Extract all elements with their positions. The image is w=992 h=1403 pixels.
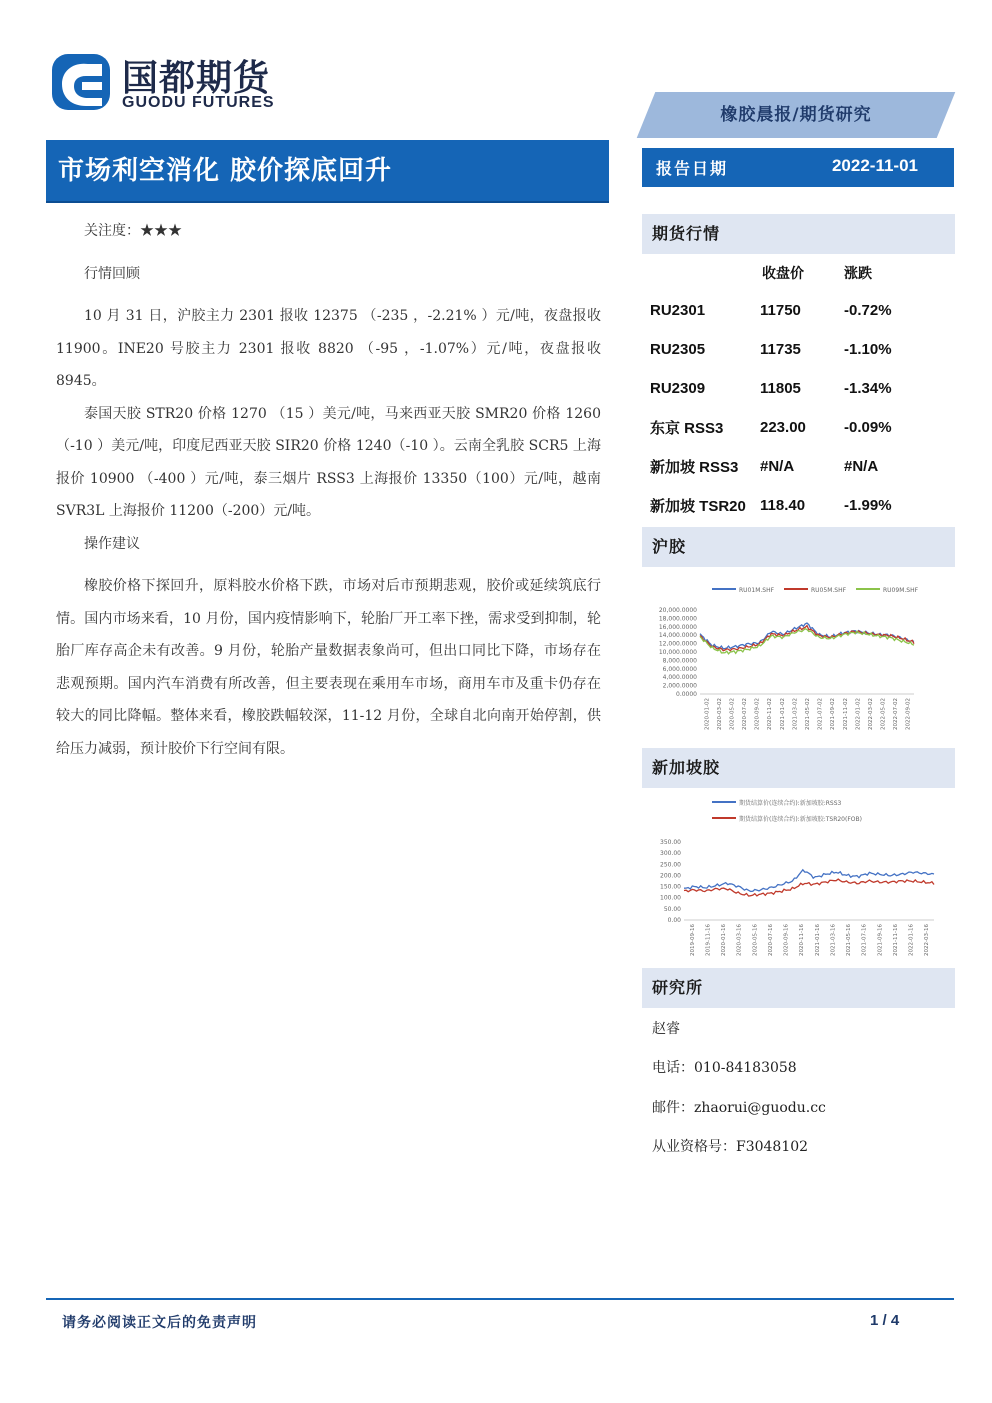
close-price: 11750 [760,302,801,319]
contract-name: 新加坡 RSS3 [650,459,739,476]
y-tick-label: 16,000.0000 [658,623,697,631]
y-tick-label: 0.0000 [676,691,697,698]
logo-text-cn: 国都期货 [122,58,271,99]
advice-paragraph: 橡胶价格下探回升，原料胶水价格下跌，市场对后市预期悲观，胶价或延续筑底行情。国内市场来看，10 月份，国内疫情影响下，轮胎厂开工率下挫，需求受到抑制，轮胎厂库存高企未有改善。9 月份，轮胎产量数据表象尚可，但出口同比下降，市场存在悲观预期。国内汽车消费有所改善，但主要表现在乘用车市场，商用车市及重卡仍存在较大的同比降幅。整体来看，橡胶跌幅较深，11-12 月份，全球自北向南开始停割，供给压力减弱，预计胶价下行空间有限。 [56,578,601,757]
x-tick-label: 2020-11-16 [799,924,806,956]
x-tick-label: 2020-03-16 [736,924,743,956]
x-tick-label: 2021-01-16 [814,924,821,956]
x-tick-label: 2020-07-02 [742,698,749,730]
legend-label: RU09M.SHF [883,587,919,594]
report-body [56,215,601,765]
table-header-name [642,255,760,291]
y-tick-label: 350.00 [660,839,681,846]
research-heading: 研究所 [642,968,955,1008]
x-tick-label: 2021-05-16 [846,924,853,956]
series-line [684,879,934,896]
price-change: -0.09% [844,419,892,436]
x-tick-label: 2020-07-16 [767,924,774,956]
table-header-change: 涨跌 [844,266,872,282]
page-number: 1 / 4 [870,1312,900,1329]
close-price: 11735 [760,341,801,358]
x-tick-label: 2021-11-02 [842,698,849,730]
y-tick-label: 18,000.0000 [658,615,697,623]
close-price: #N/A [760,458,795,475]
y-tick-label: 20,000.0000 [658,607,697,614]
y-tick-label: 100.00 [660,894,681,902]
legend-label: 期货结算价(连续合约):新加坡胶:TSR20(FOB) [739,816,862,823]
y-tick-label: 8,000.0000 [662,657,697,665]
table-row [642,291,955,330]
x-tick-label: 2021-07-16 [861,924,868,956]
x-tick-label: 2021-05-02 [805,698,811,730]
hujiao-chart [642,572,955,744]
y-tick-label: 50.00 [663,905,681,913]
x-tick-label: 2021-01-02 [779,698,786,730]
y-tick-label: 6,000.0000 [662,665,697,673]
close-price: 11805 [760,380,801,397]
x-tick-label: 2022-09-02 [905,698,912,730]
price-change: -1.10% [844,341,892,358]
table-row [642,408,955,447]
x-tick-label: 2020-01-16 [721,924,728,956]
legend-label: RU01M.SHF [739,587,775,594]
close-price: 118.40 [760,497,806,514]
x-tick-label: 2022-03-02 [867,698,874,730]
sgx-chart-heading: 新加坡胶 [642,748,955,788]
review-paragraph-1: 10 月 31 日，沪胶主力 2301 报收 12375 （-235 ，-2.21% ）元/吨，夜盘报收 11900。INE20 号胶主力 2301 报收 8820 （-95 ，-1.07%）元/吨，夜盘报收 8945。 [56,308,601,389]
company-logo [50,48,300,118]
x-tick-label: 2022-01-02 [855,698,862,730]
contract-name: 新加坡 TSR20 [650,498,746,515]
table-row [642,330,955,369]
table-header-row [642,255,955,291]
section-banner-text: 橡胶晨报/期货研究 [720,105,872,125]
x-tick-label: 2020-11-02 [767,698,774,730]
contract-name: RU2305 [650,341,706,358]
y-tick-label: 12,000.0000 [658,640,697,648]
contract-name: RU2309 [650,380,706,397]
legend-label: RU05M.SHF [811,587,847,594]
analyst-phone: 电话：010-84183058 [652,1060,797,1076]
close-price: 223.00 [760,419,806,436]
x-tick-label: 2020-03-02 [716,698,723,730]
sgx-line-chart [642,792,955,964]
x-tick-label: 2022-01-16 [908,924,915,956]
price-change: -1.34% [844,380,892,397]
contract-name: RU2301 [650,302,706,319]
advice-heading: 操作建议 [84,535,140,552]
y-tick-label: 0.00 [667,917,681,924]
futures-quotes-heading: 期货行情 [642,214,955,254]
x-tick-label: 2021-11-16 [892,924,899,956]
footer-divider [46,1298,954,1300]
report-title-bar [46,140,609,203]
x-tick-label: 2020-05-02 [729,698,736,730]
analyst-email: 邮件：zhaorui@guodu.cc [652,1100,826,1116]
x-tick-label: 2021-09-16 [877,924,884,956]
y-tick-label: 300.00 [660,850,681,858]
table-row [642,447,955,486]
series-line [700,629,914,654]
footer-disclaimer: 请务必阅读正文后的免责声明 [62,1315,257,1331]
report-date-bar [642,148,954,187]
y-tick-label: 14,000.0000 [658,632,697,640]
x-tick-label: 2019-09-16 [689,924,696,956]
review-paragraph-2: 泰国天胶 STR20 价格 1270 （15 ）美元/吨，马来西亚天胶 SMR20 价格 1260（-10 ）美元/吨，印度尼西亚天胶 SIR20 价格 1240（-10 ）。云南全乳胶 SCR5 上海报价 10900 （-400 ）元/吨，泰三烟片 RSS3 上海报价 13350（100）元/吨，越南 SVR3L 上海报价 11200（-200）元/吨。 [56,405,601,519]
sgx-chart [642,792,955,964]
report-date-value: 2022-11-01 [831,156,918,175]
review-heading: 行情回顾 [84,265,140,282]
price-change: -0.72% [844,302,892,319]
y-tick-label: 10,000.0000 [658,649,697,656]
logo-text-en: GUODU FUTURES [122,94,275,111]
hujiao-line-chart [642,572,955,744]
x-tick-label: 2022-03-16 [924,924,931,956]
x-tick-label: 2022-05-02 [880,698,887,730]
x-tick-label: 2019-11-16 [705,924,712,956]
price-change: -1.99% [844,497,892,514]
contract-name: 东京 RSS3 [650,420,724,437]
x-tick-label: 2021-03-02 [792,698,799,730]
x-tick-label: 2021-09-02 [830,698,837,730]
analyst-name: 赵睿 [652,1021,680,1037]
hujiao-chart-heading: 沪胶 [642,527,955,567]
y-tick-label: 250.00 [660,861,681,869]
table-row [642,486,955,525]
attention-rating: 关注度：★★★ [84,223,182,239]
y-tick-label: 4,000.0000 [662,674,697,682]
x-tick-label: 2021-03-16 [830,924,837,956]
analyst-license: 从业资格号：F3048102 [652,1139,809,1155]
x-tick-label: 2022-07-02 [893,698,900,730]
report-title: 市场利空消化 胶价探底回升 [58,156,393,186]
y-tick-label: 200.00 [660,872,681,880]
report-date-label: 报告日期 [656,159,729,178]
x-tick-label: 2020-09-16 [783,924,790,956]
y-tick-label: 150.00 [660,883,681,891]
x-tick-label: 2020-01-02 [704,698,711,730]
table-header-close: 收盘价 [762,266,804,282]
x-tick-label: 2020-05-16 [752,924,759,956]
x-tick-label: 2020-09-02 [754,698,761,730]
logo-mark-icon [50,50,112,114]
futures-quotes-table [642,255,955,525]
price-change: #N/A [844,458,879,475]
x-tick-label: 2021-07-02 [817,698,824,730]
table-row [642,369,955,408]
legend-label: 期货结算价(连续合约):新加坡胶:RSS3 [739,800,842,807]
y-tick-label: 2,000.0000 [662,682,697,690]
